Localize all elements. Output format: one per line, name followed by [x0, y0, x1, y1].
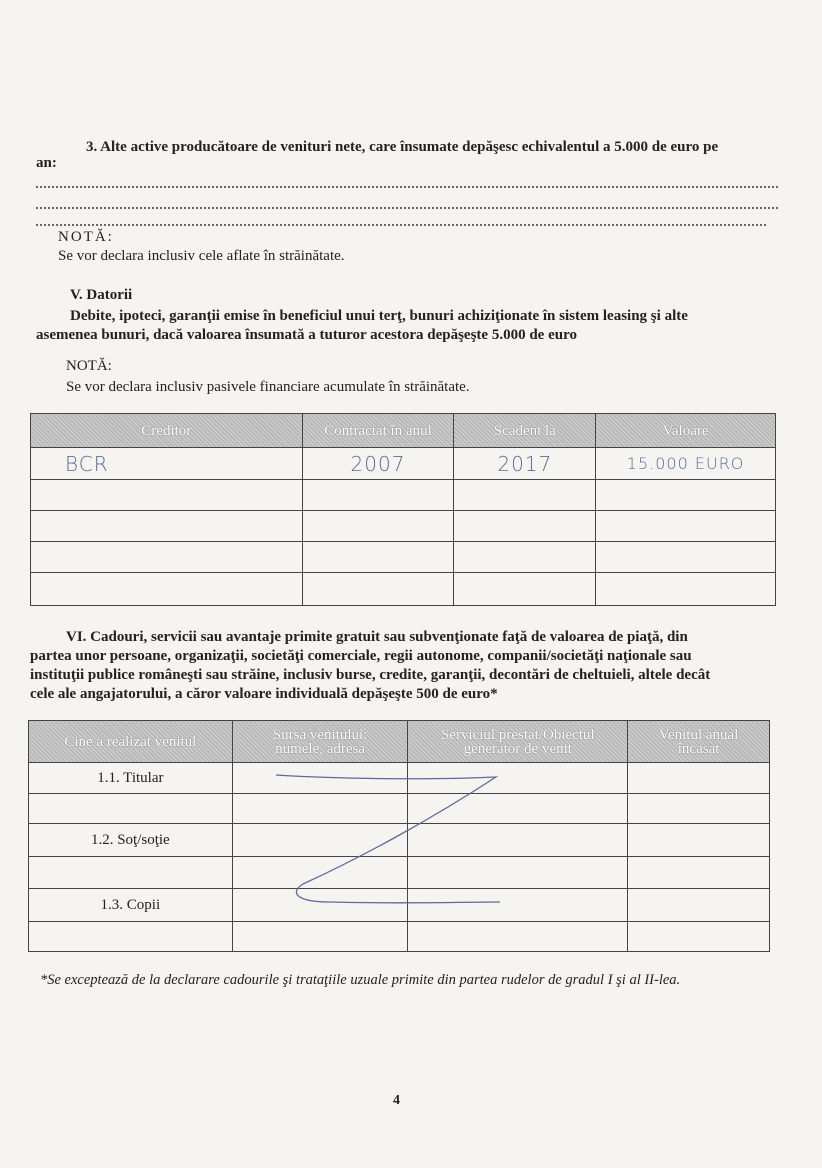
page-number: 4 [393, 1093, 400, 1108]
col-header-scadent: Scadent la [454, 414, 596, 448]
row-label-copii: 1.3. Copii [29, 889, 233, 922]
section5-desc: Debite, ipoteci, garanţii emise în beneficiul unui terţ, bunuri achiziţionate în sistem leasing şi alte [70, 308, 688, 324]
cell-scadent: 2017 [454, 448, 596, 480]
section3-heading-cont: an: [36, 155, 57, 171]
section3-note-label: NOTĂ: [58, 229, 114, 245]
cell-creditor: BCR [31, 448, 303, 480]
col-header-valoare: Valoare [596, 414, 776, 448]
col-header-serviciul: Serviciul prestat/Obiectul generator de venit [408, 721, 628, 763]
col-header-creditor: Creditor [31, 414, 303, 448]
section6-desc: cele ale angajatorului, a căror valoare individuală depăşeşte 500 de euro* [30, 686, 498, 702]
section3-heading: 3. Alte active producătoare de venituri nete, care însumate depăşesc echivalentul a 5.000 de euro pe [86, 139, 719, 155]
row-label-sot: 1.2. Soţ/soţie [29, 824, 233, 857]
cell-valoare: 15.000 EURO [596, 448, 776, 480]
cell-contractat: 2007 [302, 448, 454, 480]
col-header-cine: Cine a realizat venitul [29, 721, 233, 763]
section6-desc: instituţii publice româneşti sau străine, inclusiv burse, credite, garanţii, decontări de cheltuieli, altele decât [30, 667, 711, 683]
row-label-titular: 1.1. Titular [29, 763, 233, 794]
footnote: *Se exceptează de la declarare cadourile şi trataţiile uzuale primite din partea rudelor de gradul I şi al II-lea. [40, 972, 681, 988]
col-header-sursa: Sursa venitului: numele, adresa [232, 721, 408, 763]
section3-note-text: Se vor declara inclusiv cele aflate în străinătate. [58, 248, 345, 264]
section5-note-text: Se vor declara inclusiv pasivele financiare acumulate în străinătate. [66, 379, 470, 395]
col-header-venitul: Venitul anual încasat [628, 721, 770, 763]
section6-desc: VI. Cadouri, servicii sau avantaje primite gratuit sau subvenţionate faţă de valoarea de piaţă, din [66, 629, 688, 645]
section5-note-label: NOTĂ: [66, 358, 112, 374]
col-header-contractat: Contractat în anul [302, 414, 454, 448]
section6-desc: partea unor persoane, organizaţii, societăţi comerciale, regii autonome, companii/societăţi naţionale sau [30, 648, 692, 664]
section5-desc: asemenea bunuri, dacă valoarea însumată a tuturor acestora depăşeşte 5.000 de euro [36, 327, 577, 343]
section5-title: V. Datorii [70, 287, 133, 303]
